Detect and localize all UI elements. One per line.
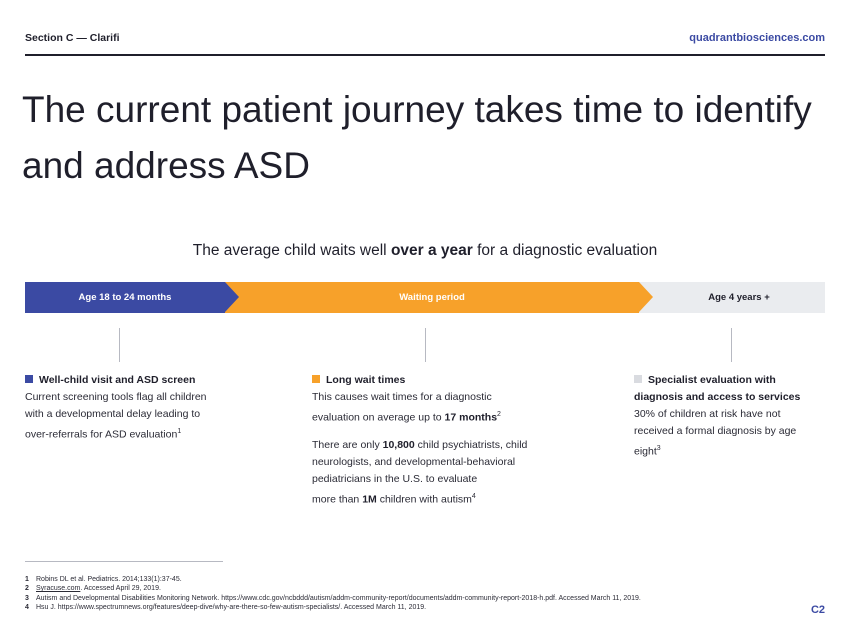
footnotes: [25, 575, 641, 612]
column-wait-text: more than: [312, 493, 363, 505]
connector-line-2: [425, 328, 426, 362]
column-screening-line: with a developmental delay leading to: [25, 408, 201, 420]
section-label: Section C — Clarifi: [25, 32, 120, 44]
gray-square-icon: [634, 375, 642, 383]
column-screening-heading: [25, 372, 265, 389]
column-wait-bold: 1M: [362, 493, 377, 505]
timeline-stage-early: [25, 282, 225, 313]
column-screening-heading-text: Well-child visit and ASD screen: [39, 374, 196, 386]
footnote-divider: [25, 561, 223, 562]
footnote-ref: 3: [656, 445, 661, 452]
footnote-text: Autism and Developmental Disabilities Monitoring Network. https://www.cdc.gov/ncbddd/autism/addm-community-report/documents/addm-community-report-2018-h.pdf. Accessed March 11, 2019.: [36, 594, 641, 602]
column-specialist-text: eight: [634, 445, 657, 458]
column-wait-text: evaluation on average up to: [312, 411, 445, 424]
connector-line-3: [731, 328, 732, 362]
paragraph-gap: [312, 427, 582, 437]
connector-line-1: [119, 328, 120, 362]
column-wait-text: child psychiatrists, child: [414, 438, 528, 451]
column-wait-heading: [312, 372, 582, 389]
column-wait-line: [312, 488, 582, 509]
column-wait-times: [312, 372, 582, 508]
footnote-item: [25, 603, 641, 612]
timeline-arrow-blue: [225, 282, 239, 312]
column-wait-bold: 17 months: [444, 411, 498, 424]
column-specialist-line: [634, 440, 834, 461]
column-wait-line: pediatricians in the U.S. to evaluate: [312, 472, 478, 485]
column-specialist-heading: [634, 372, 834, 389]
timeline-stage-waiting: [225, 282, 639, 313]
footnote-text: . Accessed April 29, 2019.: [80, 585, 161, 593]
column-specialist-heading-text: Specialist evaluation with: [648, 374, 776, 386]
footnote-item: [25, 594, 641, 603]
column-wait-text: children with autism: [376, 493, 472, 505]
column-specialist-line: 30% of children at risk have not: [634, 408, 781, 420]
column-screening-line-text: over-referrals for ASD evaluation: [25, 428, 178, 441]
column-wait-bold: 10,800: [382, 438, 415, 451]
footnote-link[interactable]: Syracuse.com: [36, 585, 81, 593]
footnote-text: Robins DL et al. Pediatrics. 2014;133(1):37-45.: [36, 576, 182, 583]
column-wait-text: There are only: [312, 438, 383, 451]
page-number: C2: [810, 604, 825, 616]
column-specialist: [634, 372, 834, 461]
column-screening-line: [25, 423, 265, 444]
footnote-item: [25, 584, 641, 593]
column-wait-line: This causes wait times for a diagnostic: [312, 391, 492, 403]
subtitle-pre: The average child waits well: [192, 242, 391, 259]
column-wait-line: [312, 437, 582, 454]
timeline-stage-waiting-label: Waiting period: [399, 292, 465, 303]
timeline-stage-early-label: Age 18 to 24 months: [78, 292, 172, 303]
column-specialist-line: received a formal diagnosis by age: [634, 425, 797, 437]
column-wait-line: neurologists, and developmental-behavioral: [312, 455, 516, 468]
footnote-ref: 1: [177, 428, 182, 435]
subtitle-post: for a diagnostic evaluation: [472, 242, 658, 259]
blue-square-icon: [25, 375, 33, 383]
footnote-number: 4: [25, 603, 29, 611]
footnote-number: 2: [25, 585, 29, 593]
column-wait-heading-text: Long wait times: [326, 374, 406, 386]
timeline-stage-late-label: Age 4 years +: [708, 292, 770, 303]
timeline-bar: [25, 282, 825, 313]
footnote-ref: 4: [471, 492, 476, 500]
column-specialist-heading-2: diagnosis and access to services: [634, 391, 801, 403]
orange-square-icon: [312, 375, 320, 383]
footnote-text: Hsu J. https://www.spectrumnews.org/features/deep-dive/why-are-there-so-few-autism-specialists/. Accessed March 11, 2019.: [36, 603, 427, 611]
timeline-stage-late: [625, 282, 825, 313]
header-divider: [25, 54, 825, 56]
column-screening-line: Current screening tools flag all children: [25, 391, 207, 403]
footnote-number: 1: [25, 576, 29, 583]
footnote-number: 3: [25, 594, 29, 602]
subtitle: [0, 242, 850, 260]
page-title: The current patient journey takes time to identify and address ASD: [22, 89, 812, 186]
column-screening: [25, 372, 265, 444]
website-link[interactable]: quadrantbiosciences.com: [689, 32, 825, 44]
timeline-arrow-orange: [639, 282, 653, 312]
subtitle-bold: over a year: [390, 242, 473, 259]
column-wait-line: [312, 406, 582, 427]
footnote-ref: 2: [497, 411, 501, 418]
footnote-item: [25, 575, 641, 584]
